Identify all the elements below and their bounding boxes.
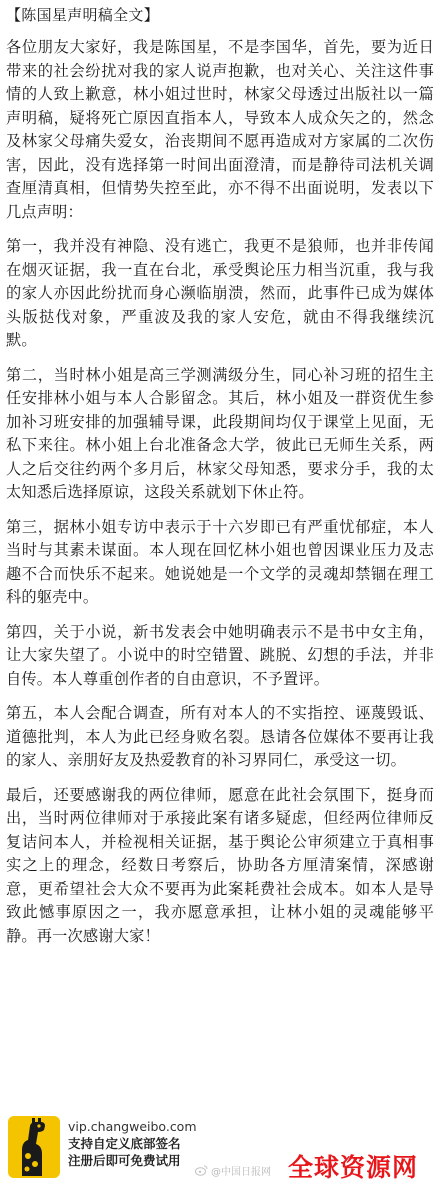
brand-watermark: 全球资源网 [288, 1153, 419, 1182]
paragraph-final: 最后，还要感谢我的两位律师，愿意在此社会氛围下，挺身而出，当时两位律师对于承接此案有诸多疑虑，但经两位律师反复诘问本人，并检视相关证据，基于舆论公审须建立于真相事实之上的理念，经数日考察后，协助各方厘清案情，深感谢意，更希望社会大众不要再为此案耗费社会成本。如本人是导致此憾事原因之一，我亦愿意承担，让林小姐的灵魂能够平静。再一次感谢大家！ [6, 785, 434, 945]
document-body [6, 4, 434, 959]
paragraph-second: 第二，当时林小姐是高三学测满级分生，同心补习班的招生主任安排林小姐与本人合影留念。其后，林小姐及一群资优生参加补习班安排的加强辅导课，此段期间均仅于课堂上见面，无私下来往。林小姐上台北准备念大学，彼此已无师生关系，两人之后交往约两个多月后，林家父母知悉，要求分手，我的太太知悉后选择原谅，这段关系就划下休止符。 [6, 365, 434, 501]
paragraph-first: 第一，我并没有神隐、没有逃亡，我更不是狼师，也并非传闻在烟灭证据，我一直在台北，承受舆论压力相当沉重，我与我的家人亦因此纷扰而身心濒临崩溃，然而，此事件已成为媒体头版挞伐对象，严重波及我的家人安危，就由不得我继续沉默。 [6, 237, 434, 349]
paragraph-third: 第三，据林小姐专访中表示于十六岁即已有严重忧郁症，本人当时与其素未谋面。本人现在回忆林小姐也曾因课业压力及志趣不合而快乐不起来。她说她是一个文学的灵魂却禁锢在理工科的躯壳中。 [6, 517, 434, 606]
paragraph-fifth: 第五，本人会配合调查，所有对本人的不实指控、诬蔑毁诋、道德批判，本人为此已经身败名裂。恳请各位媒体不要再让我的家人、亲朋好友及热爱教育的补习界同仁，承受这一切。 [6, 704, 434, 769]
paragraph-intro: 各位朋友大家好，我是陈国星，不是李国华，首先，要为近日带来的社会纷扰对我的家人说声抱歉，也对关心、关注这件事情的人致上歉意，林小姐过世时，林家父母透过出版社以一篇声明稿，疑将死亡原因直指本人，导致本人成众矢之的，然念及林家父母痛失爱女，治丧期间不愿再造成对方家属的二次伤害，因此，没有选择第一时间出面澄清，而是静待司法机关调查厘清真相，但情势失控至此，亦不得不出面说明，发表以下几点声明： [6, 38, 434, 221]
promo-site: vip.changweibo.com [68, 1119, 197, 1134]
giraffe-logo-icon [8, 1116, 60, 1178]
weibo-icon [195, 1165, 208, 1176]
footer-banner [0, 1108, 440, 1185]
weibo-watermark [195, 1163, 271, 1178]
promo-line-1: 支持自定义底部签名 [68, 1136, 181, 1151]
paragraph-fourth: 第四，关于小说，新书发表会中她明确表示不是书中女主角，让大家失望了。小说中的时空错置、跳脱、幻想的手法，并非自传。本人尊重创作者的自由意识，不予置评。 [6, 622, 434, 688]
document-title: 【陈国星声明稿全文】 [6, 6, 160, 24]
weibo-watermark-text: @中国日报网 [211, 1167, 271, 1178]
promo-line-2: 注册后即可免费试用 [68, 1153, 181, 1168]
promo-text [68, 1118, 197, 1169]
